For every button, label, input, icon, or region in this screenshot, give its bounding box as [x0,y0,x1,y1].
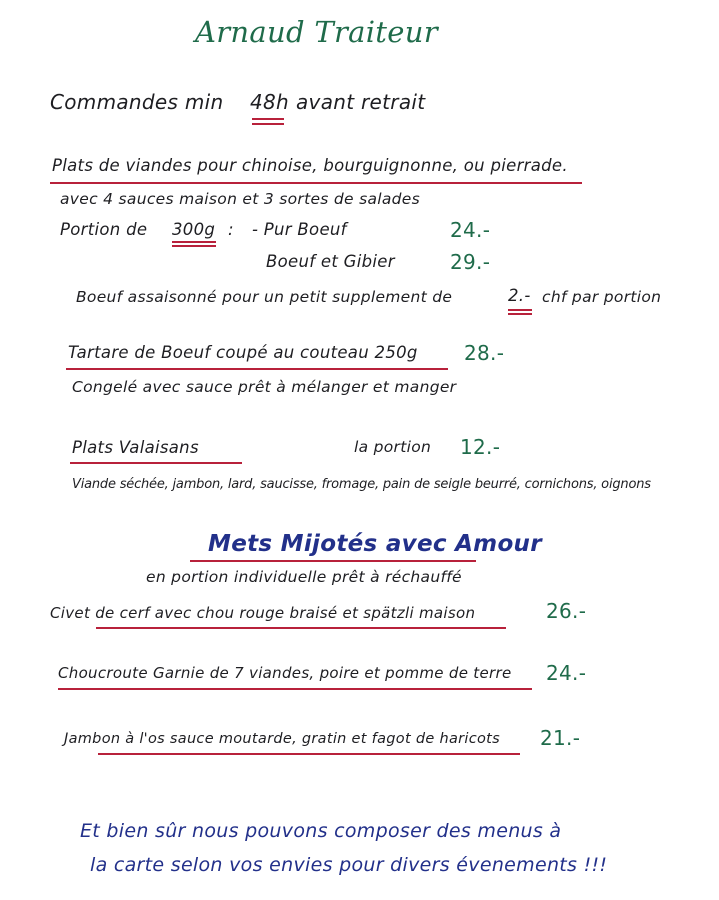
valaisans-sub: Viande séchée, jambon, lard, saucisse, fromage, pain de seigle beurré, cornichons, oignons [72,477,651,492]
mijote-item-1-name: Civet de cerf avec chou rouge braisé et spätzli maison [50,604,476,622]
mijote-item-1-underline [96,627,506,629]
mijotes-heading: Mets Mijotés avec Amour [208,531,542,557]
item-pur-boeuf: - Pur Boeuf [252,220,347,239]
tartare-heading: Tartare de Boeuf coupé au couteau 250g [68,343,418,362]
mijote-item-2-name: Choucroute Garnie de 7 viandes, poire et pomme de terre [58,664,512,682]
mijotes-underline [190,560,476,562]
tartare-underline [66,368,448,370]
mijote-item-3-name: Jambon à l'os sauce moutarde, gratin et fagot de haricots [64,731,501,747]
title: Arnaud Traiteur [195,15,438,49]
weight-underline-1 [172,241,216,243]
mijote-item-3-price: 21.- [540,726,581,750]
closing-line-2: la carte selon vos envies pour divers évenements !!! [90,854,608,876]
amount-underline-2 [508,313,532,315]
orders-suffix: avant retrait [296,90,426,114]
supplement-suffix: chf par portion [542,288,662,306]
viandes-underline [50,182,582,184]
supplement-amount: 2.- [508,286,531,305]
tartare-sub: Congelé avec sauce prêt à mélanger et manger [72,378,457,396]
weight-underline-2 [172,245,216,247]
mijote-item-2-price: 24.- [546,661,587,685]
portion-sep: : [228,220,234,239]
mijote-item-1-price: 26.- [546,599,587,623]
closing-line-1: Et bien sûr nous pouvons composer des menus à [80,820,562,842]
viandes-heading: Plats de viandes pour chinoise, bourguignonne, ou pierrade. [52,156,568,175]
orders-highlight: 48h [250,90,290,114]
valaisans-per: la portion [354,438,432,456]
item-boeuf-gibier: Boeuf et Gibier [266,252,395,271]
amount-underline-1 [508,309,532,311]
orders-prefix: Commandes min [50,90,224,114]
supplement-note: Boeuf assaisonné pour un petit supplement de [76,288,453,306]
viandes-sub: avec 4 sauces maison et 3 sortes de salades [60,190,421,208]
highlight-underline-2 [252,123,284,125]
price-boeuf-gibier: 29.- [450,250,491,274]
portion-weight: 300g [172,220,216,239]
valaisans-price: 12.- [460,435,501,459]
tartare-price: 28.- [464,341,505,365]
mijotes-sub: en portion individuelle prêt à réchauffé [146,568,462,586]
valaisans-underline [70,462,242,464]
mijote-item-2-underline [58,688,532,690]
valaisans-heading: Plats Valaisans [72,438,199,457]
price-pur-boeuf: 24.- [450,218,491,242]
highlight-underline-1 [252,118,284,120]
mijote-item-3-underline [98,753,520,755]
portion-prefix: Portion de [60,220,148,239]
